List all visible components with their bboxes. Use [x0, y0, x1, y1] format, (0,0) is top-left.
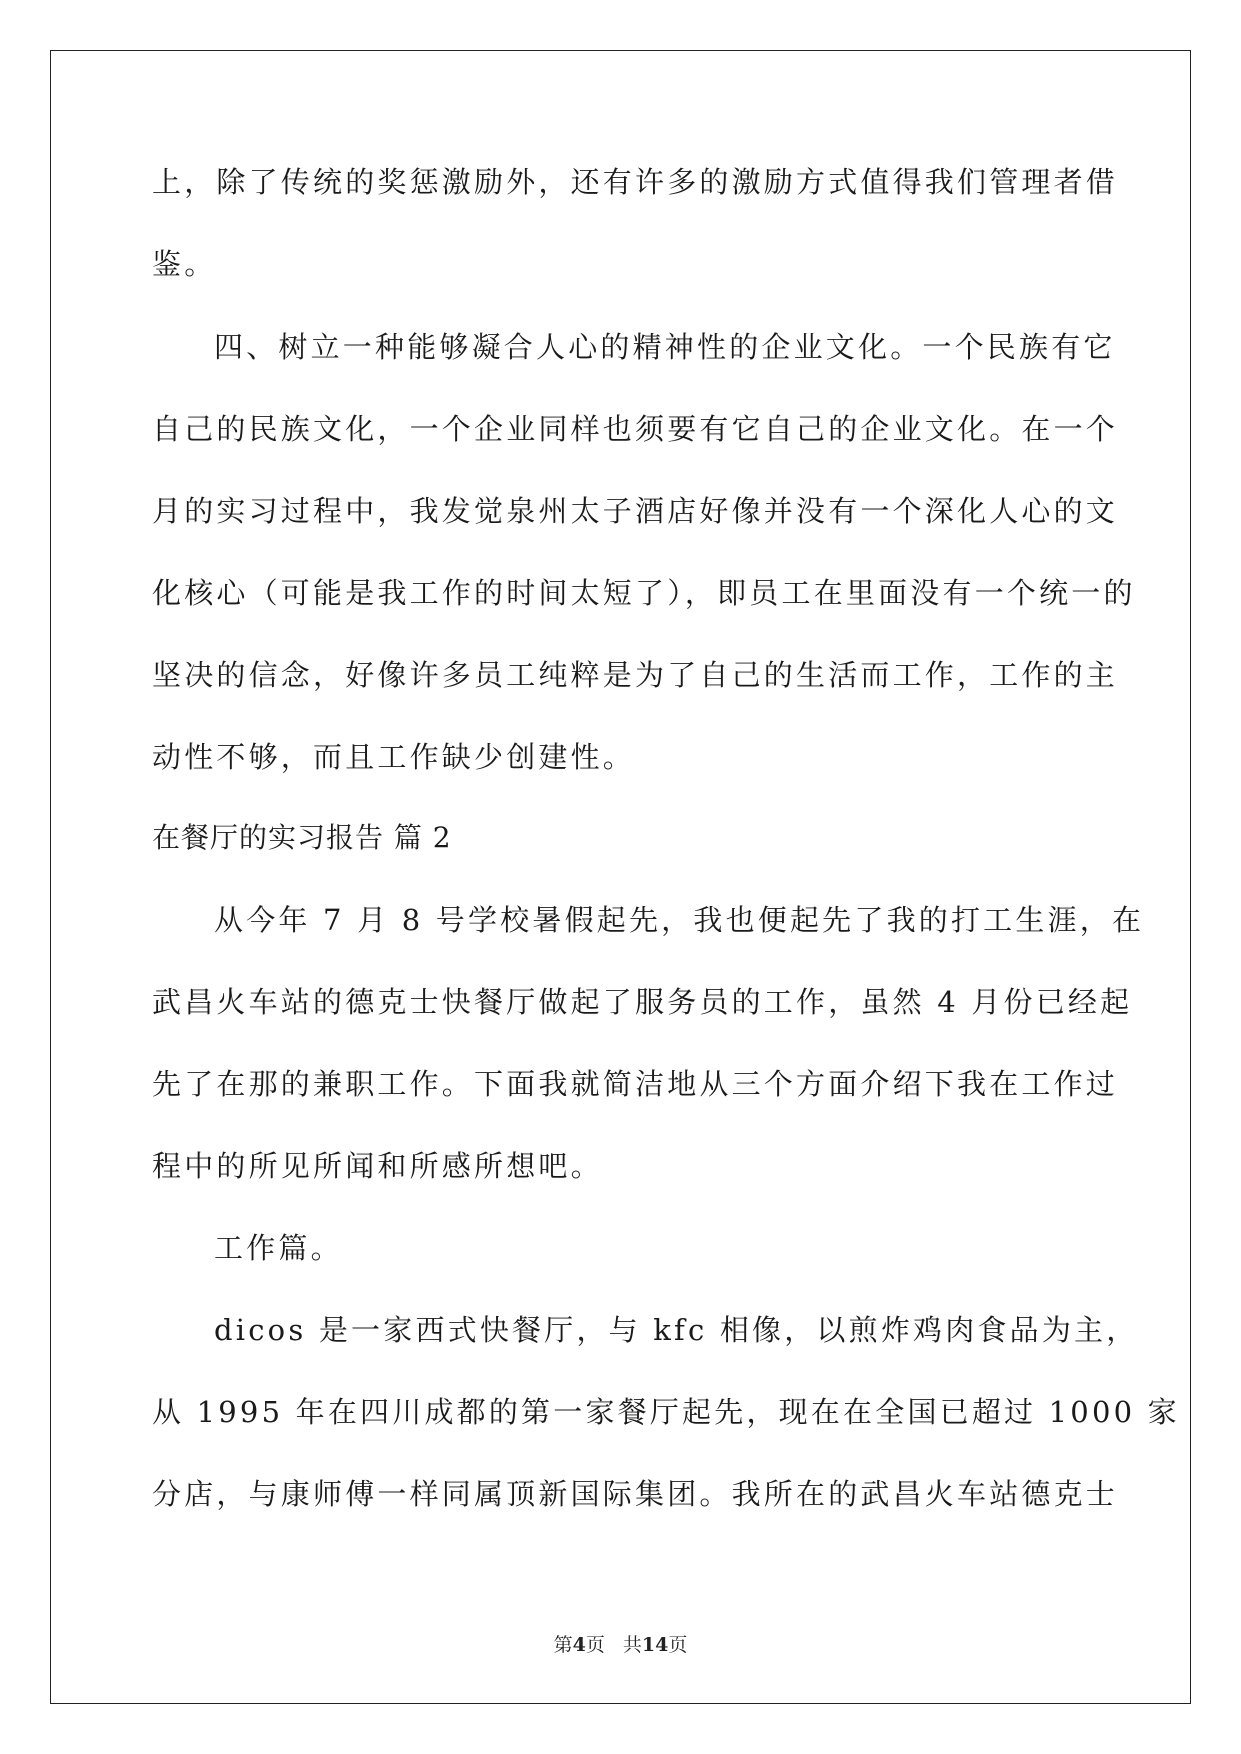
page-border	[50, 50, 1191, 1704]
footer-total-suffix: 页	[668, 1634, 688, 1656]
body-line: 先了在那的兼职工作。下面我就简洁地从三个方面介绍下我在工作过	[152, 1067, 1119, 1101]
body-line: 自己的民族文化，一个企业同样也须要有它自己的企业文化。在一个	[152, 412, 1119, 446]
body-line: 分店，与康师傅一样同属顶新国际集团。我所在的武昌火车站德克士	[152, 1477, 1119, 1511]
body-line: 坚决的信念，好像许多员工纯粹是为了自己的生活而工作，工作的主	[152, 658, 1119, 692]
body-line: 动性不够，而且工作缺少创建性。	[152, 740, 636, 774]
body-line: 月的实习过程中，我发觉泉州太子酒店好像并没有一个深化人心的文	[152, 494, 1119, 528]
body-line: 从 1995 年在四川成都的第一家餐厅起先，现在在全国已超过 1000 家	[152, 1395, 1180, 1429]
footer-page-suffix: 页	[585, 1634, 605, 1656]
body-line: 工作篇。	[214, 1231, 343, 1265]
footer-total-pages: 14	[641, 1634, 669, 1656]
body-line: 化核心（可能是我工作的时间太短了），即员工在里面没有一个统一的	[152, 576, 1136, 610]
body-line: 从今年 7 月 8 号学校暑假起先，我也便起先了我的打工生涯，在	[214, 903, 1145, 937]
body-line: 鉴。	[152, 247, 217, 281]
page-footer	[0, 1630, 1241, 1657]
body-line: 四、树立一种能够凝合人心的精神性的企业文化。一个民族有它	[214, 330, 1116, 364]
footer-page-number: 4	[572, 1634, 586, 1656]
section-heading: 在餐厅的实习报告 篇 2	[152, 821, 452, 854]
body-line: 上，除了传统的奖惩激励外，还有许多的激励方式值得我们管理者借	[152, 165, 1119, 199]
body-line: 武昌火车站的德克士快餐厅做起了服务员的工作，虽然 4 月份已经起	[152, 985, 1133, 1019]
footer-prefix: 第	[553, 1634, 573, 1656]
body-line: 程中的所见所闻和所感所想吧。	[152, 1149, 603, 1183]
footer-total-prefix: 共	[622, 1634, 642, 1656]
body-line: dicos 是一家西式快餐厅，与 kfc 相像，以煎炸鸡肉食品为主，	[214, 1313, 1139, 1347]
